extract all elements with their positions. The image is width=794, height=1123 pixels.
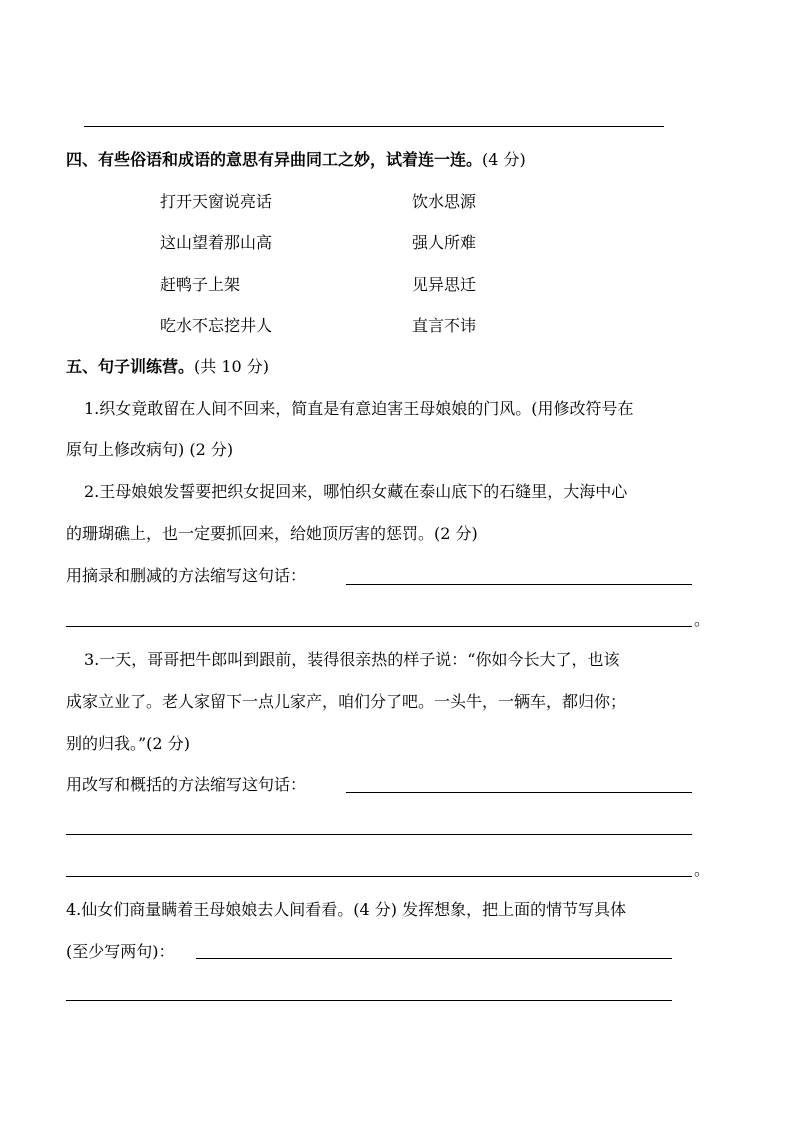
q3-answer-line[interactable] xyxy=(66,834,692,835)
q3-line: 成家立业了。老人家留下一点儿家产，咱们分了吧。一头牛，一辆车，都归你； xyxy=(66,692,627,711)
q2-prompt: 用摘录和删减的方法缩写这句话： xyxy=(66,566,307,585)
match-left-item[interactable]: 打开天窗说亮话 xyxy=(160,192,273,211)
section4-score: (4 分) xyxy=(482,150,526,169)
q4-answer-line[interactable] xyxy=(196,958,672,959)
q2-answer-line[interactable] xyxy=(346,584,692,585)
q2-end-mark: 。 xyxy=(694,610,711,629)
match-left-item[interactable]: 这山望着那山高 xyxy=(160,233,273,252)
q2-answer-line[interactable] xyxy=(66,626,692,627)
q2-line: 的珊瑚礁上，也一定要抓回来，给她顶厉害的惩罚。(2 分) xyxy=(66,524,478,543)
q3-prompt: 用改写和概括的方法缩写这句话： xyxy=(66,775,307,794)
section5-heading-text: 五、句子训练营。 xyxy=(66,357,195,376)
answer-line[interactable] xyxy=(84,126,664,127)
q1-line: 1.织女竟敢留在人间不回来，简直是有意迫害王母娘娘的门风。(用修改符号在 xyxy=(84,399,634,418)
section5-score: (共 10 分) xyxy=(194,357,270,376)
q3-line: 3.一天，哥哥把牛郎叫到跟前，装得很亲热的样子说：“你如今长大了，也该 xyxy=(84,650,620,669)
match-right-item[interactable]: 直言不讳 xyxy=(412,316,477,335)
q3-answer-line[interactable] xyxy=(346,792,692,793)
section4-heading xyxy=(66,150,526,170)
match-left-item[interactable]: 赶鸭子上架 xyxy=(160,275,241,294)
q3-end-mark: 。 xyxy=(694,860,711,879)
match-right-item[interactable]: 见异思迁 xyxy=(412,275,477,294)
q1-line: 原句上修改病句) (2 分) xyxy=(66,440,234,459)
q2-line: 2.王母娘娘发誓要把织女捉回来，哪怕织女藏在泰山底下的石缝里，大海中心 xyxy=(84,482,628,501)
q3-answer-line[interactable] xyxy=(66,876,692,877)
section4-heading-text: 四、有些俗语和成语的意思有异曲同工之妙，试着连一连。 xyxy=(66,150,483,169)
q4-line: 4.仙女们商量瞒着王母娘娘去人间看看。(4 分) 发挥想象，把上面的情节写具体 xyxy=(66,900,627,919)
q4-answer-line[interactable] xyxy=(66,1000,672,1001)
q3-line: 别的归我。”(2 分) xyxy=(66,734,190,753)
section5-heading xyxy=(66,357,269,377)
q4-prompt: (至少写两句)： xyxy=(66,942,175,961)
match-left-item[interactable]: 吃水不忘挖井人 xyxy=(160,316,273,335)
match-right-item[interactable]: 强人所难 xyxy=(412,233,477,252)
match-right-item[interactable]: 饮水思源 xyxy=(412,192,477,211)
